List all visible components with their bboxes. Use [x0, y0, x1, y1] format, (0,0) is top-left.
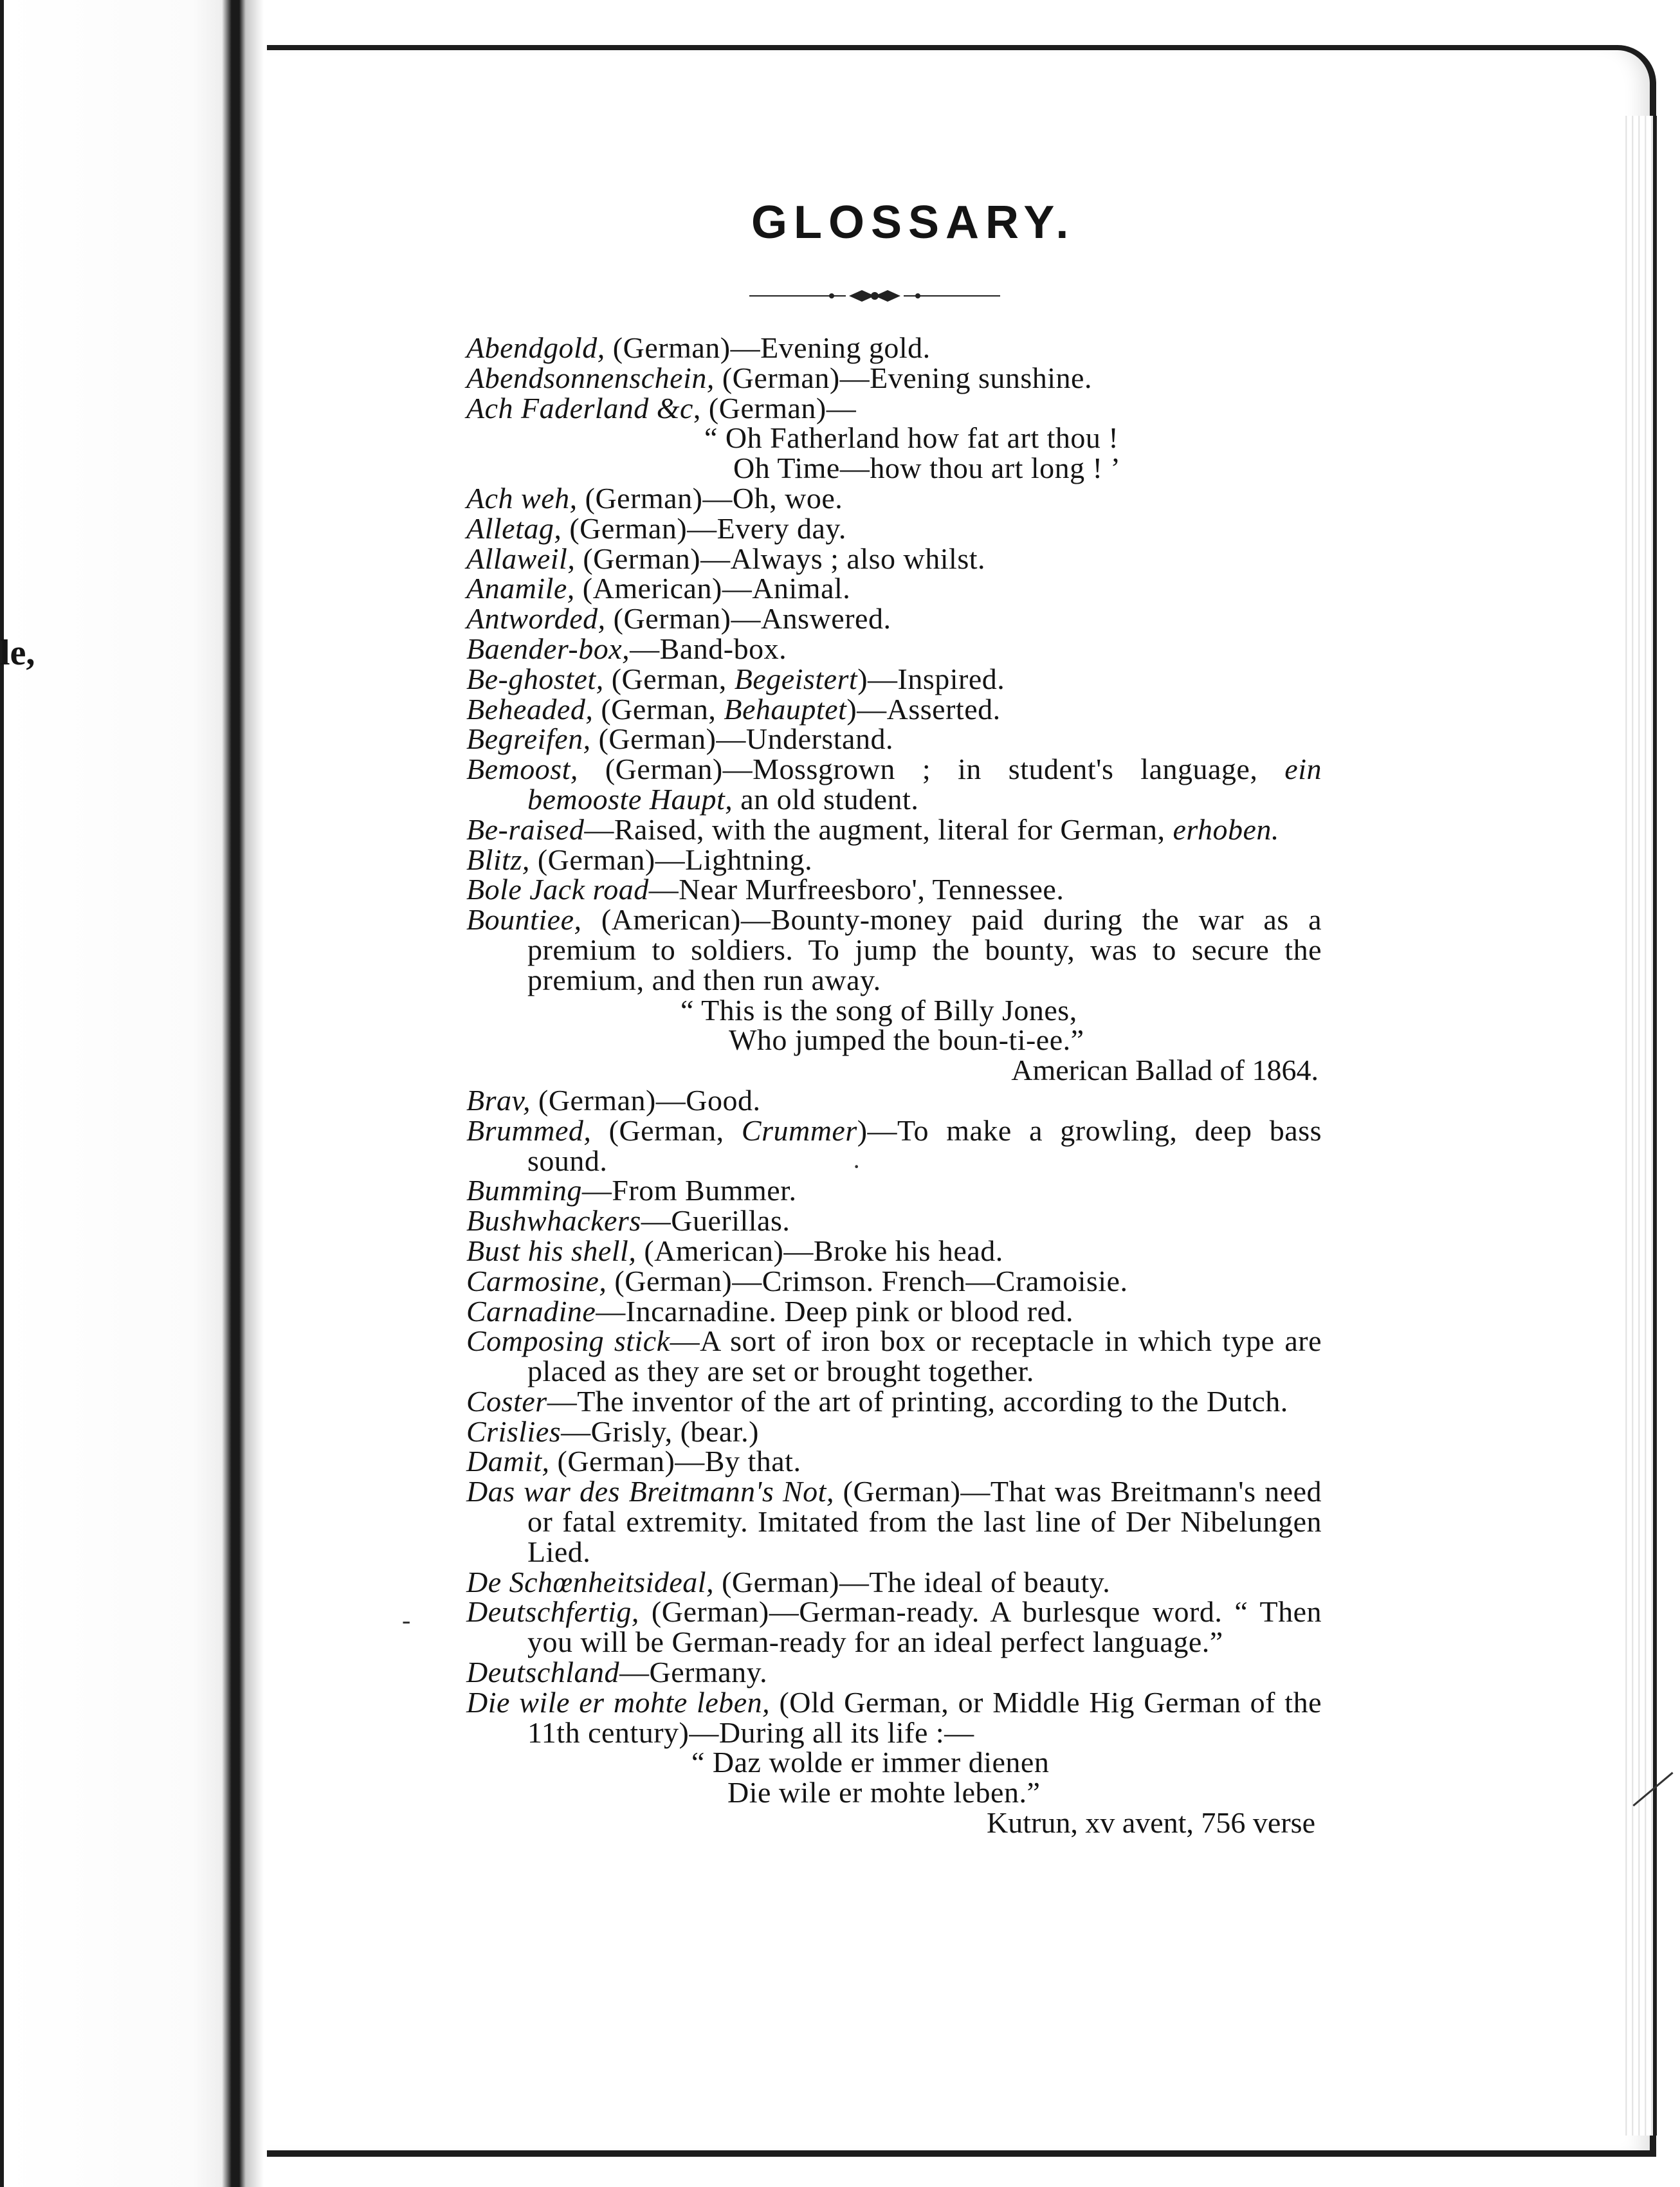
entry-definition: —Band-box. — [630, 632, 787, 665]
glossary-entry — [466, 634, 1322, 664]
entry-definition: (German)—Mossgrown ; in student's language, — [578, 753, 1285, 786]
entry-term: Bole Jack road — [466, 873, 649, 906]
quote-line: “ This is the song of Billy Jones, — [680, 993, 1077, 1027]
entry-term: Das war des Breitmann's Not, — [466, 1475, 834, 1508]
entry-term: Be-ghostet, — [466, 662, 604, 695]
glossary-entry — [466, 391, 1322, 425]
entry-definition: —Grisly, (bear.) — [561, 1414, 759, 1448]
glossary-entry — [466, 1565, 1322, 1598]
glossary-entry — [466, 511, 1322, 545]
entry-definition: (American)—Bounty-money paid during the war as a premium to soldiers. To jump the bounty, was to secure the premium, and then run away. — [527, 903, 1322, 996]
entry-definition: —A sort of iron box or receptacle in which type are placed as they are set or brought together. — [527, 1324, 1322, 1388]
entry-definition: (German, — [593, 692, 724, 726]
entry-definition: (German)—Lightning. — [529, 843, 813, 876]
glossary-entry — [466, 724, 1322, 755]
glossary-entry — [466, 1176, 1322, 1206]
stray-dot: · — [852, 1152, 861, 1181]
quote-citation: Kutrun, xv avent, 756 verse — [987, 1806, 1315, 1840]
quote-line: Die wile er mohte leben.” — [727, 1776, 1041, 1809]
glossary-entry — [466, 1113, 1322, 1177]
entry-term: Brummed, — [466, 1113, 592, 1147]
glossary-entry — [466, 1294, 1322, 1328]
quote-line: Who jumped the boun-ti-ee.” — [729, 1023, 1084, 1057]
entry-definition: (German)—That was Breitmann's need or fatal extremity. Imitated from the last line of Der Nibelungen Lied. — [527, 1475, 1322, 1568]
glossary-entry — [466, 1477, 1322, 1567]
glossary-entry — [466, 812, 1322, 846]
entry-term: Abendgold, — [466, 331, 605, 364]
quote-line: “ Daz wolde er immer dienen — [691, 1746, 1050, 1779]
entry-definition: —The inventor of the art of printing, according to the Dutch. — [547, 1384, 1288, 1418]
ornament-divider — [749, 286, 1000, 306]
entry-term: Be-raised — [466, 812, 585, 846]
entry-term-variant: ein bemooste Haupt, — [527, 753, 1322, 816]
entry-term: Bemoost, — [466, 753, 578, 786]
entry-definition: (German)—Evening sunshine. — [714, 361, 1092, 394]
glossary-entry — [466, 481, 1322, 515]
entry-term: Coster — [466, 1384, 547, 1418]
glossary-entry — [466, 1264, 1322, 1297]
glossary-entry — [466, 1658, 1322, 1688]
entry-term: Damit, — [466, 1445, 550, 1478]
glossary-entry — [466, 544, 1322, 574]
entry-definition: (American)—Animal. — [574, 572, 851, 605]
glossary-entry — [466, 905, 1322, 995]
glossary-entry — [466, 604, 1322, 634]
entry-definition-tail: )—Asserted. — [846, 692, 1001, 726]
entry-term: Ach weh, — [466, 481, 578, 515]
quote-citation: American Ballad of 1864. — [1011, 1054, 1319, 1087]
glossary-entry — [466, 1206, 1322, 1236]
entry-definition: —Incarnadine. Deep pink or blood red. — [596, 1294, 1074, 1328]
glossary-entry — [466, 1236, 1322, 1267]
glossary-entry — [466, 692, 1322, 726]
entry-definition-tail: )—Inspired. — [857, 662, 1005, 695]
entry-definition: (German)—Always ; also whilst. — [575, 542, 985, 575]
stray-mark: - — [402, 1606, 411, 1634]
entry-definition: (German)—German-ready. A burlesque word. “ Then you will be German-ready for an ideal perfect language.” — [527, 1595, 1322, 1659]
entry-definition: (German)—Understand. — [590, 722, 893, 756]
glossary-entry — [466, 1083, 1322, 1117]
glossary-entries — [466, 333, 1322, 1838]
entry-definition: , (German)— — [693, 391, 857, 425]
glossary-entry — [466, 363, 1322, 394]
entry-term: Baender-box, — [466, 632, 630, 665]
entry-term: Carnadine — [466, 1294, 596, 1328]
entry-definition: —From Bummer. — [581, 1174, 797, 1207]
entry-term: Bumming — [466, 1174, 582, 1207]
entry-term: Antworded, — [466, 602, 606, 636]
entry-term: Begreifen, — [466, 722, 591, 756]
entry-term: Anamile, — [466, 572, 575, 605]
entry-definition: (German)—Crimson. French—Cramoisie. — [607, 1264, 1128, 1297]
entry-term: Die wile er mohte leben, — [466, 1685, 771, 1719]
glossary-entry — [466, 664, 1322, 695]
entry-definition: —Germany. — [619, 1656, 768, 1689]
glossary-entry — [466, 1414, 1322, 1448]
entry-term: Beheaded, — [466, 692, 594, 726]
entry-term: Abendsonnenschein, — [466, 361, 715, 394]
glossary-entry — [466, 333, 1322, 363]
entry-term-variant: Begeistert — [734, 662, 858, 695]
entry-definition: (German)—The ideal of beauty. — [714, 1565, 1111, 1598]
page-fore-edge — [1621, 116, 1657, 2136]
entry-definition: (Old German, or Middle Hig German of the 11th century)—During all its life :— — [527, 1685, 1322, 1749]
entry-definition: (German, — [591, 1113, 742, 1147]
entry-definition: (German)—Good. — [531, 1083, 761, 1117]
entry-definition: (American)—Broke his head. — [636, 1234, 1003, 1267]
entry-term: Carmosine, — [466, 1264, 607, 1297]
entry-term-variant: Behauptet — [724, 692, 847, 726]
entry-definition: (German, — [603, 662, 735, 695]
page-title: GLOSSARY. — [751, 197, 1075, 248]
entry-term: Crislies — [466, 1414, 562, 1448]
glossary-entry — [466, 1597, 1322, 1658]
entry-definition-tail: an old student. — [733, 782, 919, 816]
glossary-entry — [466, 574, 1322, 604]
glossary-entry — [466, 1685, 1322, 1749]
quote-line: “ Oh Fatherland how fat art thou ! — [704, 421, 1119, 455]
entry-term: De Schœnheitsideal, — [466, 1565, 715, 1598]
entry-term: Deutschfertig, — [466, 1595, 639, 1629]
entry-term: Brav, — [466, 1083, 531, 1117]
entry-definition: (German)—By that. — [549, 1445, 801, 1478]
entry-term: Ach Faderland &c — [466, 391, 693, 425]
entry-term: Bust his shell, — [466, 1234, 637, 1267]
entry-definition: —Raised, with the augment, literal for German, — [584, 812, 1173, 846]
entry-term: Deutschland — [466, 1656, 620, 1689]
entry-definition: (German)—Oh, woe. — [577, 481, 843, 515]
entry-definition: (German)—Every day. — [562, 511, 846, 545]
entry-term: Composing stick — [466, 1324, 670, 1358]
entry-term: Allaweil, — [466, 542, 576, 575]
entry-definition: —Near Murfreesboro', Tennessee. — [648, 873, 1064, 906]
glossary-entry — [466, 755, 1322, 815]
quote-line: Oh Time—how thou art long ! ’ — [733, 452, 1121, 485]
glossary-entry — [466, 875, 1322, 905]
glossary-entry — [466, 1326, 1322, 1387]
entry-term: Bountiee, — [466, 903, 582, 937]
entry-term: Bushwhackers — [466, 1204, 641, 1238]
left-page-fragment: le, — [0, 633, 35, 673]
entry-definition-tail: )—To make a growling, deep bass sound. — [527, 1113, 1322, 1177]
book-binding-gutter — [0, 0, 270, 2187]
entry-definition: (German)—Evening gold. — [605, 331, 931, 364]
entry-term: Alletag, — [466, 511, 562, 545]
glossary-entry — [466, 1384, 1322, 1418]
entry-term: Blitz, — [466, 843, 530, 876]
entry-term-variant: erhoben. — [1173, 812, 1279, 846]
entry-term-variant: Crummer — [741, 1113, 857, 1147]
glossary-entry — [466, 845, 1322, 875]
entry-definition: —Guerillas. — [641, 1204, 790, 1238]
entry-definition: (German)—Answered. — [605, 602, 891, 636]
glossary-entry — [466, 1447, 1322, 1477]
